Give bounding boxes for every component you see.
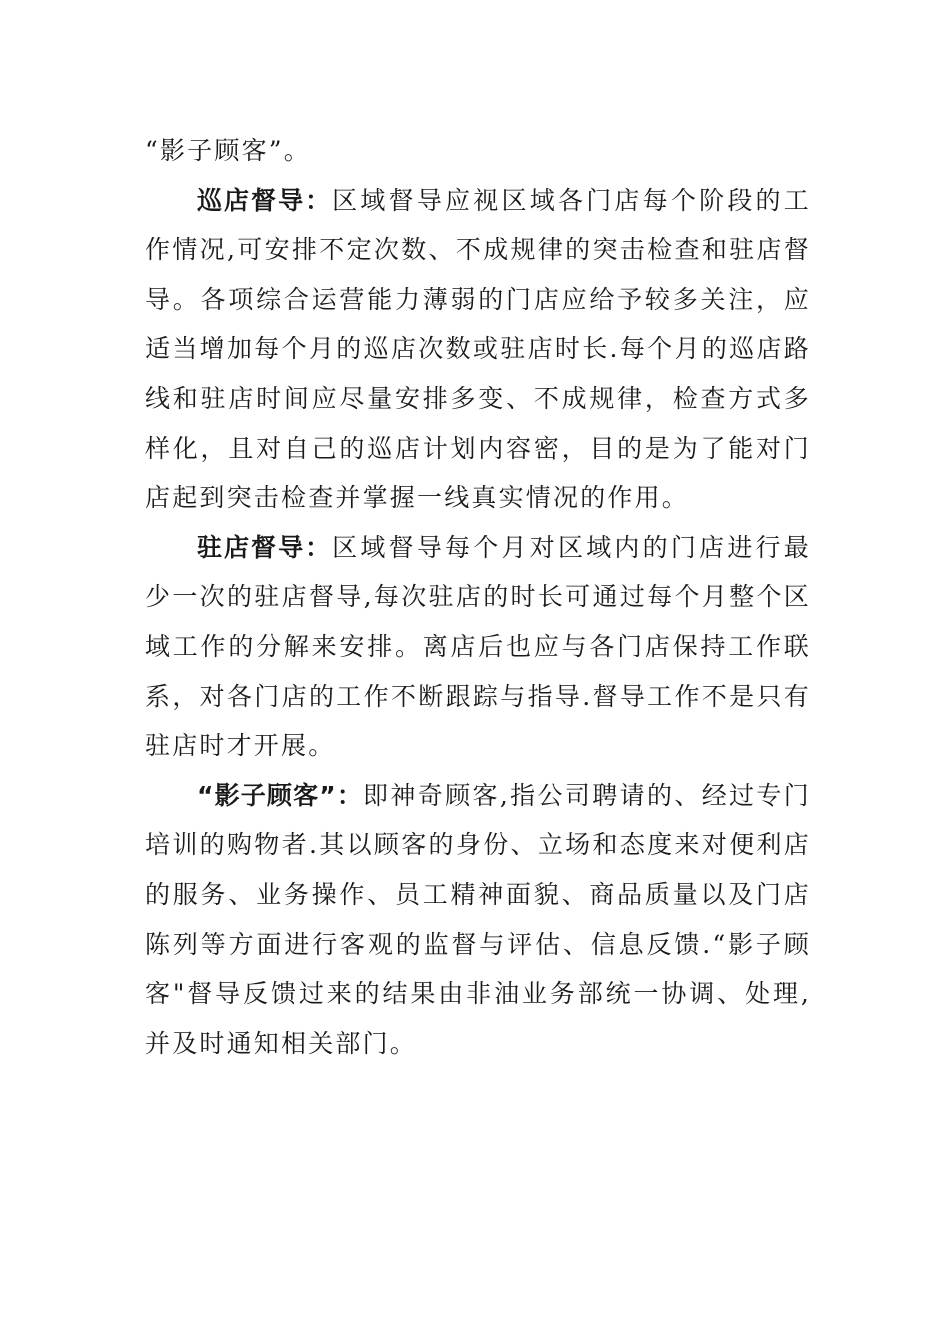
paragraph-continuation [145, 126, 811, 176]
term-patrol-supervision: 巡店督导： [197, 185, 333, 215]
term-resident-supervision: 驻店督导： [197, 532, 333, 562]
paragraph-text: “影子顾客”。 [145, 136, 311, 165]
paragraph-text: 区域督导每个月对区域内的门店进行最少一次的驻店督导,每次驻店的时长可通过每个月整个区域工作的分解来安排。离店后也应与各门店保持工作联系，对各门店的工作不断跟踪与指导.督导工作不是只有驻店时才开展。 [145, 532, 811, 761]
paragraph-shadow-customer [145, 771, 811, 1069]
term-shadow-customer: “影子顾客”： [197, 780, 364, 810]
paragraph-patrol-supervision [145, 176, 811, 523]
document-page [145, 126, 811, 1068]
paragraph-resident-supervision [145, 523, 811, 771]
paragraph-text: 区域督导应视区域各门店每个阶段的工作情况,可安排不定次数、不成规律的突击检查和驻店督导。各项综合运营能力薄弱的门店应给予较多关注，应适当增加每个月的巡店次数或驻店时长.每个月的巡店路线和驻店时间应尽量安排多变、不成规律，检查方式多样化，且对自己的巡店计划内容密，目的是为了能对门店起到突击检查并掌握一线真实情况的作用。 [145, 185, 811, 513]
paragraph-text: 即神奇顾客,指公司聘请的、经过专门培训的购物者.其以顾客的身份、立场和态度来对便利店的服务、业务操作、员工精神面貌、商品质量以及门店陈列等方面进行客观的监督与评估、信息反馈.“影子顾客"督导反馈过来的结果由非油业务部统一协调、处理,并及时通知相关部门。 [145, 780, 811, 1058]
